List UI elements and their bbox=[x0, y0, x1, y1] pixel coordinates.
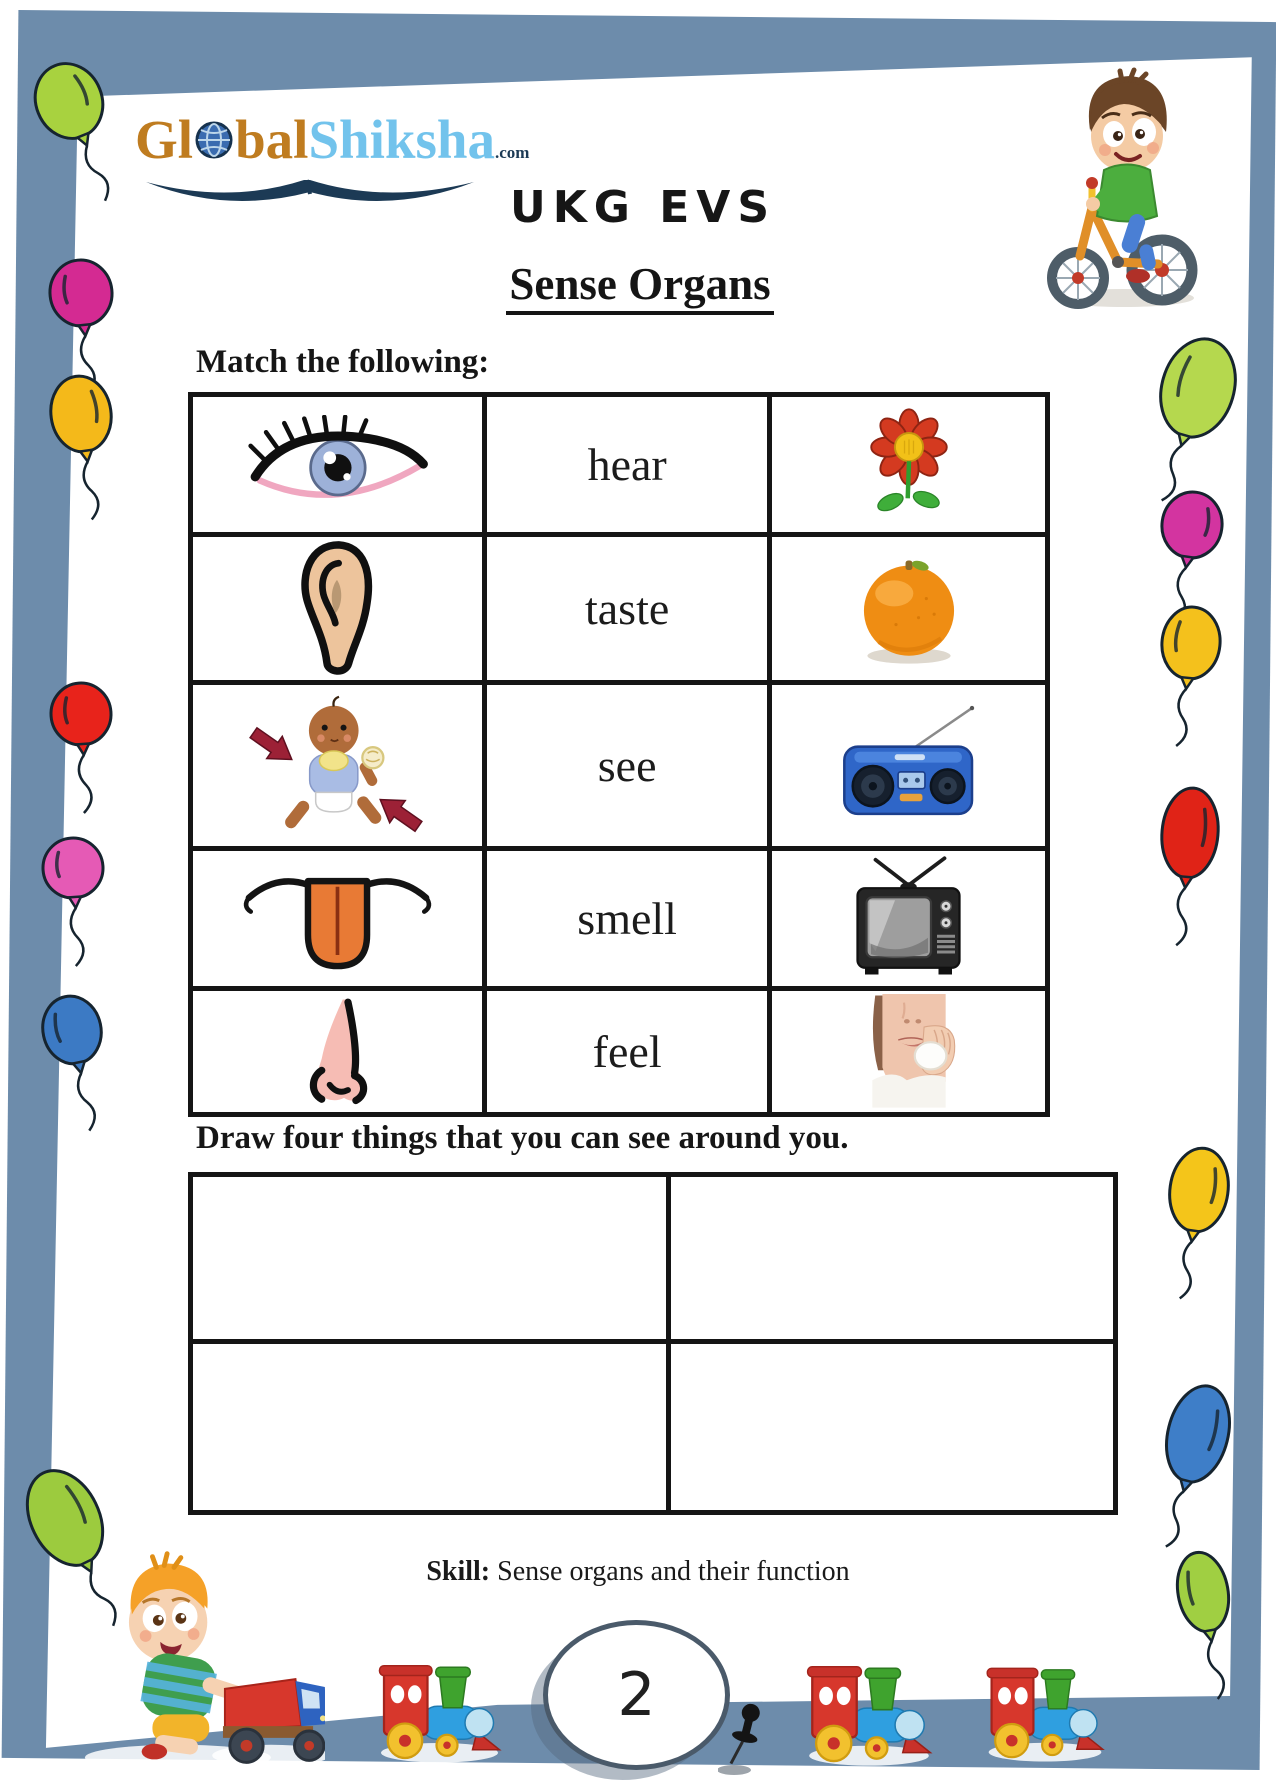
match-word: hear bbox=[587, 439, 667, 490]
match-cell-word bbox=[487, 537, 772, 685]
logo-text-shiksha: Shiksha bbox=[308, 109, 495, 170]
match-cell-object bbox=[772, 537, 1045, 685]
globalshiksha-logo bbox=[135, 109, 530, 170]
match-cell-word bbox=[487, 685, 772, 851]
match-cell-word bbox=[487, 991, 772, 1112]
page-subtitle: Sense Organs bbox=[440, 258, 840, 310]
match-cell-word bbox=[487, 397, 772, 537]
flower-icon bbox=[850, 401, 968, 529]
match-cell-object bbox=[772, 685, 1045, 851]
eye-icon bbox=[232, 415, 442, 515]
draw-cell[interactable] bbox=[193, 1177, 671, 1344]
match-cell-organ bbox=[193, 397, 487, 537]
draw-heading: Draw four things that you can see around you. bbox=[196, 1120, 849, 1156]
television-icon bbox=[841, 855, 976, 983]
page-title: UKG EVS bbox=[509, 182, 777, 233]
match-cell-object bbox=[772, 851, 1045, 991]
page-number: 2 bbox=[617, 1660, 656, 1730]
draw-cell[interactable] bbox=[193, 1344, 671, 1511]
toy-train bbox=[980, 1648, 1110, 1779]
match-cell-organ bbox=[193, 537, 487, 685]
baby-skin-icon bbox=[220, 687, 455, 845]
logo-text-bal: bal bbox=[235, 109, 309, 170]
page-number-badge bbox=[543, 1620, 730, 1770]
tongue-icon bbox=[235, 859, 440, 979]
balloon-icon bbox=[1133, 1522, 1273, 1717]
baby-playing-with-toy-truck bbox=[70, 1540, 325, 1785]
match-word: feel bbox=[592, 1026, 662, 1077]
match-word: taste bbox=[584, 583, 670, 634]
boy-on-tricycle bbox=[1034, 40, 1204, 317]
balloon-icon bbox=[1129, 1120, 1269, 1315]
match-word: see bbox=[597, 740, 657, 791]
globe-icon bbox=[194, 114, 234, 169]
logo-book-swoosh bbox=[138, 168, 483, 213]
balloon-icon bbox=[1121, 573, 1261, 768]
toy-train bbox=[372, 1640, 507, 1785]
match-cell-object bbox=[772, 991, 1045, 1112]
match-cell-word bbox=[487, 851, 772, 991]
orange-icon bbox=[844, 548, 974, 670]
balloon-icon bbox=[1120, 763, 1260, 958]
balloon-icon bbox=[0, 31, 139, 226]
face-cotton-pad-icon bbox=[859, 994, 959, 1109]
ear-icon bbox=[287, 538, 387, 680]
match-cell-organ bbox=[193, 851, 487, 991]
draw-grid bbox=[188, 1172, 1118, 1515]
match-word: smell bbox=[577, 893, 677, 944]
draw-cell[interactable] bbox=[671, 1177, 1113, 1344]
match-cell-organ bbox=[193, 991, 487, 1112]
skill-line bbox=[338, 1556, 938, 1588]
match-cell-object bbox=[772, 397, 1045, 537]
radio-icon bbox=[829, 703, 989, 829]
toy-train bbox=[800, 1648, 938, 1781]
logo-text-tld: .com bbox=[494, 143, 530, 162]
balloon-icon bbox=[2, 960, 142, 1155]
logo-text-gl: Gl bbox=[135, 109, 194, 170]
skill-text: Sense organs and their function bbox=[490, 1556, 850, 1587]
match-cell-organ bbox=[193, 685, 487, 851]
match-heading: Match the following: bbox=[196, 344, 490, 380]
draw-cell[interactable] bbox=[671, 1344, 1113, 1511]
skill-label: Skill: bbox=[426, 1556, 491, 1587]
nose-icon bbox=[290, 993, 385, 1111]
match-table bbox=[188, 392, 1050, 1117]
balloon-icon bbox=[11, 344, 151, 539]
